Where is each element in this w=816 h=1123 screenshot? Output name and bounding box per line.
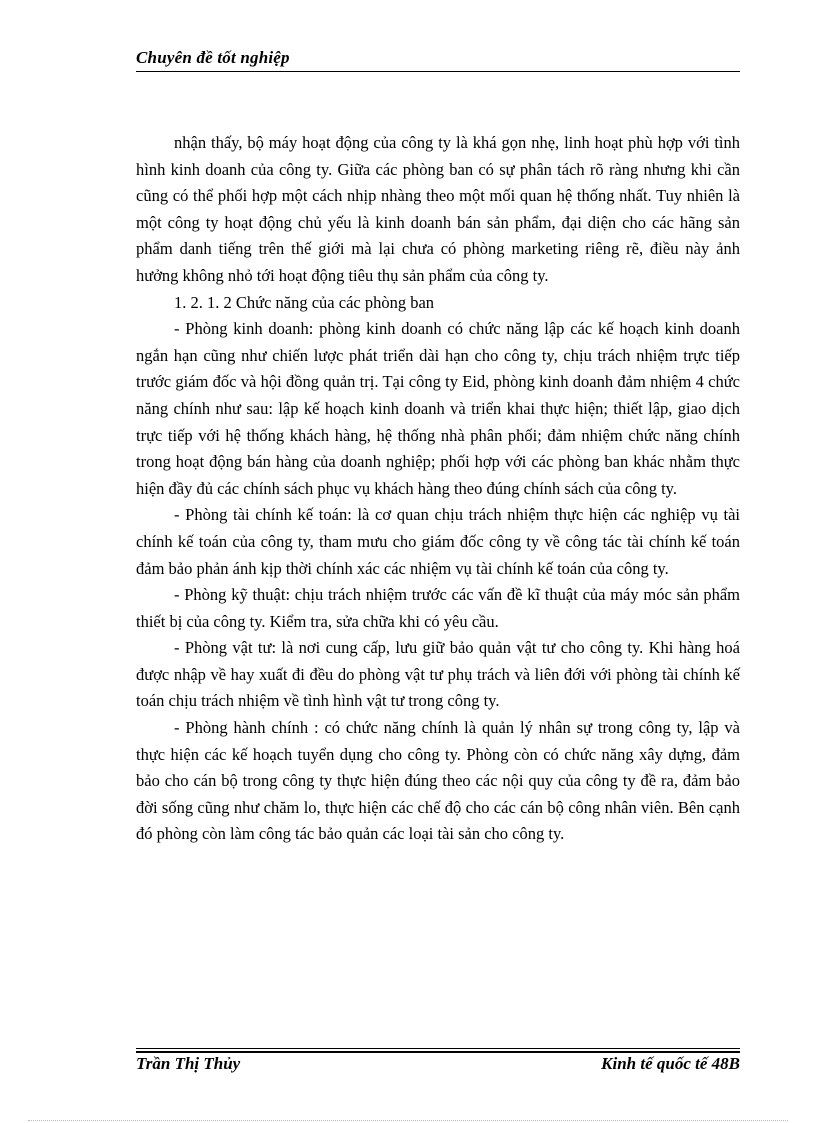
footer-class: Kinh tế quốc tế 48B bbox=[601, 1054, 740, 1073]
page-footer bbox=[136, 1054, 740, 1074]
section-heading: 1. 2. 1. 2 Chức năng của các phòng ban bbox=[174, 292, 435, 312]
paragraph-materials-department: - Phòng vật tư: là nơi cung cấp, lưu giữ bảo quản vật tư cho công ty. Khi hàng hoá được nhập về hay xuất đi đều do phòng vật tư phụ trách và liên đới với phòng tài chính kế toán chịu trách nhiệm về tình hình vật tư trong công ty. bbox=[136, 638, 740, 711]
paragraph-finance-department: - Phòng tài chính kế toán: là cơ quan chịu trách nhiệm thực hiện các nghiệp vụ tài chính kế toán của công ty, tham mưu cho giám đốc công ty về công tác tài chính kế toán đảm bảo phản ánh kịp thời chính xác các nhiệm vụ tài chính kế toán của công ty. bbox=[136, 505, 740, 578]
page-bottom-dotted-line bbox=[28, 1120, 788, 1121]
header-divider bbox=[136, 71, 740, 72]
document-body bbox=[136, 130, 740, 848]
footer-divider-thin bbox=[136, 1048, 740, 1049]
paragraph-continuation: nhận thấy, bộ máy hoạt động của công ty là khá gọn nhẹ, linh hoạt phù hợp với tình hình kinh doanh của công ty. Giữa các phòng ban có sự phân tách rõ ràng nhưng khi cần cũng có thể phối hợp một cách nhịp nhàng theo một mối quan hệ thống nhất. Tuy nhiên là một công ty hoạt động chủ yếu là kinh doanh bán sản phẩm, đại diện cho các hãng sản phẩm danh tiếng trên thế giới mà lại chưa có phòng marketing riêng rẽ, điều này ảnh hưởng không nhỏ tới hoạt động tiêu thụ sản phẩm của công ty. bbox=[136, 133, 740, 285]
footer-divider-thick bbox=[136, 1051, 740, 1053]
footer-author: Trần Thị Thủy bbox=[136, 1054, 241, 1073]
page-header-title: Chuyên đề tốt nghiệp bbox=[136, 48, 290, 67]
paragraph-admin-department: - Phòng hành chính : có chức năng chính là quản lý nhân sự trong công ty, lập và thực hiện các kế hoạch tuyển dụng cho công ty. Phòng còn có chức năng xây dựng, đảm bảo cho cán bộ trong công ty thực hiện đúng theo các nội quy của công ty đề ra, đảm bảo đời sống cũng như chăm lo, thực hiện các chế độ cho các cán bộ công nhân viên. Bên cạnh đó phòng còn làm công tác bảo quản các loại tài sản cho công ty. bbox=[136, 718, 740, 844]
paragraph-sales-department: - Phòng kinh doanh: phòng kinh doanh có chức năng lập các kế hoạch kinh doanh ngắn hạn cũng như chiến lược phát triển dài hạn cho công ty, chịu trách nhiệm trực tiếp trước giám đốc và hội đồng quản trị. Tại công ty Eid, phòng kinh doanh đảm nhiệm 4 chức năng chính như sau: lập kế hoạch kinh doanh và triển khai thực hiện; thiết lập, giao dịch trực tiếp với hệ thống khách hàng, hệ thống nhà phân phối; đảm nhiệm chức năng chính trong hoạt động bán hàng của doanh nghiệp; phối hợp với các phòng ban khác nhằm thực hiện đầy đủ các chính sách phục vụ khách hàng theo đúng chính sách của công ty. bbox=[136, 319, 740, 498]
paragraph-technical-department: - Phòng kỹ thuật: chịu trách nhiệm trước các vấn đề kĩ thuật của máy móc sản phẩm thiết bị của công ty. Kiểm tra, sửa chữa khi có yêu cầu. bbox=[136, 585, 740, 631]
